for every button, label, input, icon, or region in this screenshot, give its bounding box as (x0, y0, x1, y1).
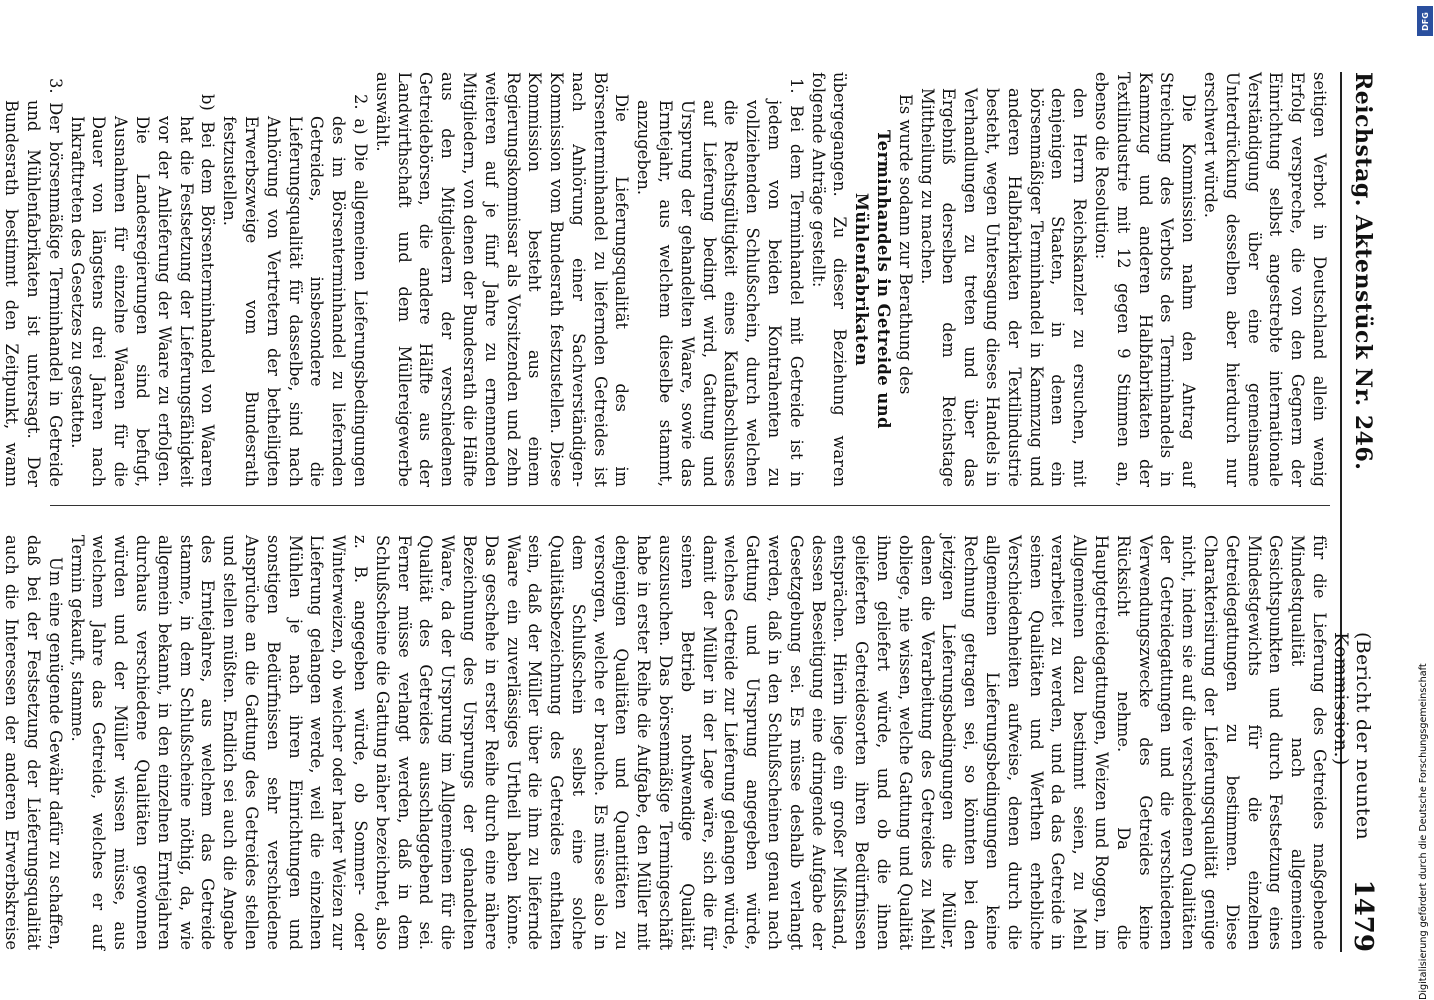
page-number: 1479 (1348, 879, 1378, 952)
left-column (2, 72, 1330, 487)
header-section: (Bericht der neunten Kommission.) (1330, 632, 1374, 840)
page-header (1330, 72, 1380, 952)
left-column-paragraph: den Herrn Reichskanzler zu ersuchen, mit denjenigen Staaten, in denen ein börsenmäßiger Terminhandel in Kammzug und anderen Halbfabrikaten der Textilindustrie besteht, wegen Untersagung dieses Handels in Verhandlungen zu treten und über das Ergebniß derselben dem Reichstage Mittheilung zu machen. (917, 88, 1090, 487)
left-column-paragraph: 2. a) Die allgemeinen Lieferungsbedingungen des im Börsenterminhandel zu liefernden Getreides, insbesondere die Lieferungsqualität für dasselbe, sind nach Anhörung von Vertretern der betheiligten Erwerbszweige vom Bundesrath festzustellen. (220, 94, 370, 487)
left-column-paragraph: seitigen Verbot in Deutschland allein wenig Erfolg verspreche, die von den Gegnern der Einrichtung selbst angestrebte internationale Verständigung über eine gemeinsame Unterdrückung desselben aber hierdurch nur erschwert würde. (1201, 72, 1329, 487)
left-column-paragraph: b) Bei dem Börsenterminhandel von Waaren hat die Festsetzung der Lieferungsfähigkeit vor der Anlieferung der Waare zu erfolgen. Die Landesregierungen sind befugt, Ausnahmen für einzelne Waaren für die Dauer von längstens drei Jahren nach Inkrafttreten des Gesetzes zu gestatten. (67, 94, 218, 487)
right-column-paragraph: Um eine genügende Gewähr dafür zu schaffen, daß bei der Festsetzung der Lieferungsqualität auch die Interessen der anderen Erwerbskreise (2, 535, 65, 950)
left-column-paragraph: Die Kommission nahm den Antrag auf Streichung des Verbots des Terminhandels in Kammzug und anderen Halbfabrikaten der Textilindustrie mit 12 gegen 9 Stimmen an, ebenso die Resolution: (1092, 72, 1199, 487)
column-divider (50, 505, 1330, 506)
left-column-paragraph: Terminhandels in Getreide und Mühlenfabrikaten (852, 130, 894, 429)
left-column-paragraph: 1. Bei dem Terminhandel mit Getreide ist in jedem von beiden Kontrahenten zu vollziehenden Schlußschein, durch welchen die Rechtsgültigkeit eines Kaufabschlusses auf Lieferung bedingt wird, Gattung und Ursprung der gehandelten Waare, sowie das Erntejahr, aus welchem dieselbe stammt, anzugeben. (634, 78, 806, 487)
right-column (2, 535, 1330, 950)
left-column-paragraph: Es wurde sodann zur Berathung des (895, 94, 915, 395)
left-column-paragraph: Die Lieferungsqualität des im Börsenterminhandel zu liefernden Getreides ist nach Anhörung einer Sachverständigen-Kommission vom Bundesrath festzustellen. Diese Kommission besteht aus einem Regierungskommissar als Vorsitzenden und zehn weiteren auf je fünf Jahre zu ernennenden Mitgliedern, von denen der Bundesrath die Hälfte aus den Mitgliedern der verschiedenen Getreidebörsen, die andere Hälfte aus der Landwirthschaft und dem Müllereigewerbe auswählt. (372, 72, 632, 487)
header-title: Reichstag. Aktenstück Nr. 246. (1350, 72, 1376, 471)
left-column-paragraph: 3. Der börsenmäßige Terminhandel in Getreide und Mühlenfabrikaten ist untersagt. Der Bundesrath bestimmt den Zeitpunkt, wann (2, 78, 65, 487)
dfg-logo-text: DFG (1420, 11, 1430, 31)
left-column-paragraph: übergegangen. Zu dieser Beziehung waren folgende Anträge gestellt: (808, 72, 850, 487)
right-column-paragraph: für die Lieferung des Getreides maßgebende Mindestqualität nach allgemeinen Gesichtspunkten und durch Festsetzung eines Mindestgewichts für die einzelnen Getreidegattungen zu bestimmen. Diese Charakterisirung der Lieferungsqualität genüge nicht, indem sie auf die verschiedenen Qualitäten der Getreidegattungen und die verschiedenen Verwendungszwecke des Getreides keine Rücksicht nehme. Da die Hauptgetreidegattungen, Weizen und Roggen, im Allgemeinen dazu bestimmt seien, zu Mehl verarbeitet zu werden, und da das Getreide in seinen Qualitäten und Werthen erhebliche Verschiedenheiten aufweise, denen durch die allgemeinen Lieferungsbedingungen keine Rechnung getragen sei, so könnten bei den jetzigen Lieferungsbedingungen die Müller, denen die Verarbeitung des Getreides zu Mehl obliege, nie wissen, welche Gattung und Qualität ihnen geliefert würde, und ob die ihnen gelieferten Getreidesorten ihren Bedürfnissen entsprächen. Hierin liege ein großer Mißstand, dessen Beseitigung eine dringende Aufgabe der Gesetzgebung sei. Es müsse deshalb verlangt werden, daß in den Schlußscheinen genau nach Gattung und Ursprung angegeben würde, welches Getreide zur Lieferung gelangen würde, damit der Müller in der Lage wäre, sich die für seinen Betrieb nothwendige Qualität auszusuchen. Das börsenmäßige Termingeschäft habe in erster Reihe die Aufgabe, den Müller mit denjenigen Qualitäten und Quantitäten zu versorgen, welche er brauche. Es müsse also in dem Schlußschein selbst eine solche Qualitätsbezeichnung des Getreides enthalten sein, daß der Müller über die ihm zu liefernde Waare ein zuverlässiges Urtheil haben könne. Das geschehe in erster Reihe durch eine nähere Bezeichnung des Ursprungs der gehandelten Waare, da der Ursprung im Allgemeinen für die Qualität des Getreides ausschlaggebend sei. Ferner müsse verlangt werden, daß in dem Schlußscheine die Gattung näher bezeichnet, also z. B. angegeben würde, ob Sommer- oder Winterweizen, ob weicher oder harter Weizen zur Lieferung gelangen werde, weil die einzelnen Mühlen je nach ihren Einrichtungen und sonstigen Bedürfnissen sehr verschiedene Ansprüche an die Gattung des Getreides stellen und stellen müßten. Endlich sei auch die Angabe des Erntejahres, aus welchem das Getreide stamme, in dem Schlußscheine nöthig, da, wie allgemein bekannt, in den einzelnen Erntejahren durchaus verschiedene Qualitäten gewonnen würden und der Müller wissen müsse, aus welchem Jahre das Getreide, welches er auf Termin gekauft, stamme. (67, 535, 1329, 950)
document-page (2, 0, 1414, 1000)
credit-text: Digitalisierung gefördert durch die Deutsche Forschungsgemeinschaft (1418, 663, 1429, 1000)
digitization-credit (1418, 0, 1432, 1000)
